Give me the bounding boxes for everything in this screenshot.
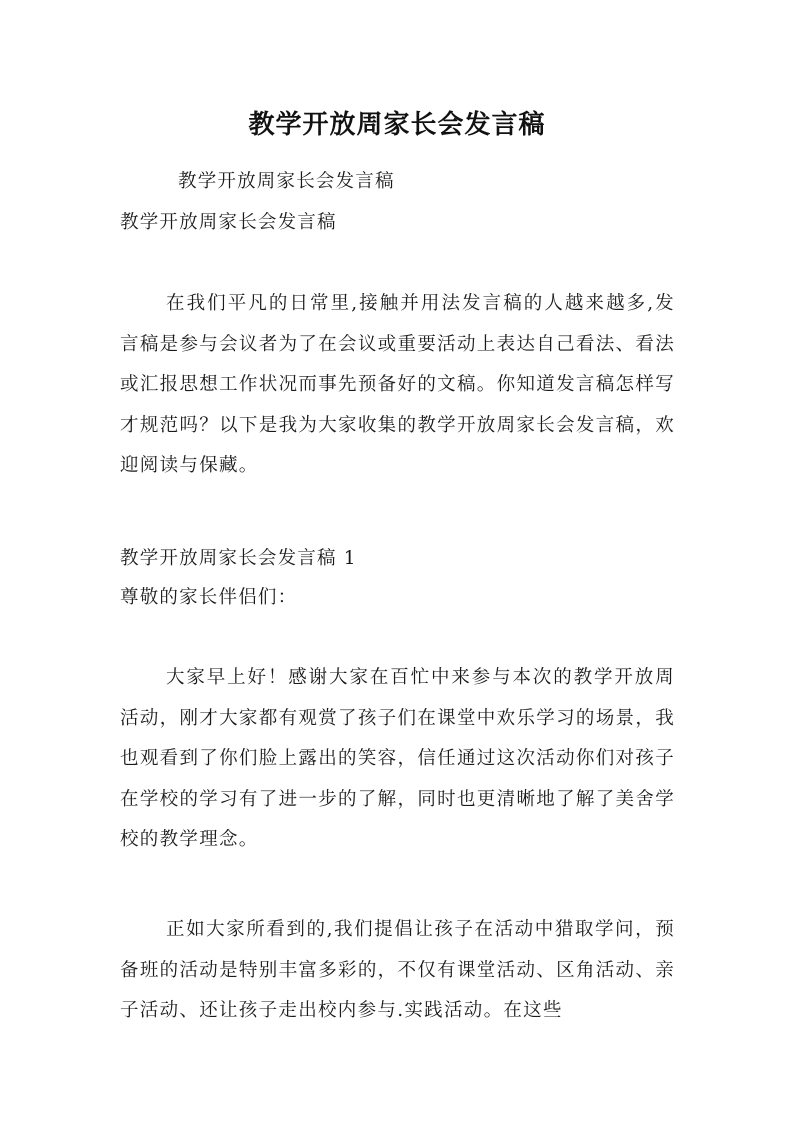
heading-repeat: 教学开放周家长会发言稿 [120,212,337,233]
body-paragraph-1: 大家早上好！感谢大家在百忙中来参与本次的教学开放周活动，刚才大家都有观赏了孩子们在课堂中欢乐学习的场景，我也观看到了你们脸上露出的笑容，信任通过这次活动你们对孩子在学校的学习有了进一步的了解，同时也更清晰地了解了美舍学校的教学理念。 [120,667,675,850]
intro-paragraph: 在我们平凡的日常里,接触并用法发言稿的人越来越多,发言稿是参与会议者为了在会议或重要活动上表达自己看法、看法或汇报思想工作状况而事先预备好的文稿。你知道发言稿怎样写才规范吗？以下是我为大家收集的教学开放周家长会发言稿，欢迎阅读与保藏。 [120,293,675,476]
section-heading: 教学开放周家长会发言稿 1 [120,548,357,569]
document-subtitle: 教学开放周家长会发言稿 [178,171,395,192]
body-paragraph-2: 正如大家所看到的,我们提倡让孩子在活动中猎取学问，预备班的活动是特别丰富多彩的，不仅有课堂活动、区角活动、亲子活动、还让孩子走出校内参与.实践活动。在这些 [120,919,675,1021]
salutation: 尊敬的家长伴侣们： [120,587,298,608]
document-title: 教学开放周家长会发言稿 [248,110,546,140]
